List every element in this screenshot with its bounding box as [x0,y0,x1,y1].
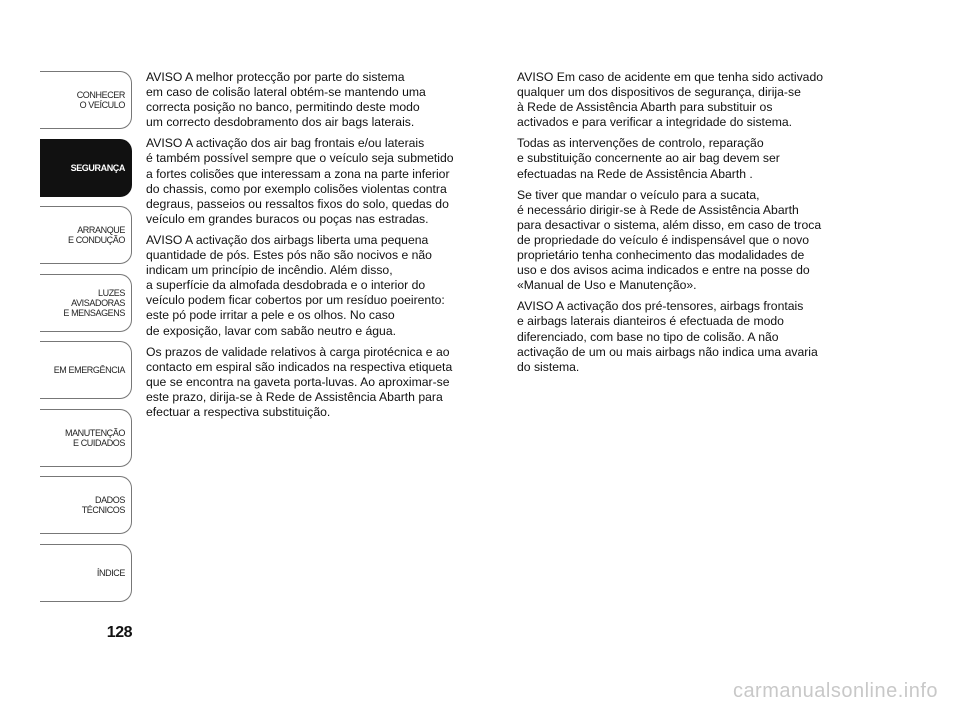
tab-arranque-e-conducao[interactable] [40,206,132,264]
tab-label: ARRANQUE E CONDUÇÃO [67,225,125,245]
tab-luzes-avisadoras[interactable] [40,274,132,332]
tab-label: LUZES AVISADORAS E MENSAGENS [63,287,125,318]
chapter-sidebar [40,71,132,611]
paragraph: Se tiver que mandar o veículo para a sucata, é necessário dirigir-se à Rede de Assistência Abarth para desactivar o sistema, além disso, em caso de troca de propriedade do veículo é indispensável que o novo proprietário tenha conhecimento das modalidades de uso e dos avisos acima indicados e entre na posse do «Manual de Uso e Manutenção». [517,187,822,293]
tab-dados-tecnicos[interactable] [40,476,132,534]
page-number: 128 [106,624,132,641]
paragraph: Todas as intervenções de controlo, reparação e substituição concernente ao air bag devem ser efectuadas na Rede de Assistência Abarth . [517,136,780,181]
tab-label: ÍNDICE [96,567,125,578]
tab-label: CONHECER O VEÍCULO [76,90,125,110]
tab-label: DADOS TÉCNICOS [81,495,125,515]
tab-em-emergencia[interactable] [40,341,132,399]
left-text-column [146,70,502,426]
paragraph: AVISO Em caso de acidente em que tenha sido activado qualquer um dos dispositivos de segurança, dirija-se à Rede de Assistência Abarth para substituir os activados e para verificar a integridade do sistema. [517,70,823,130]
paragraph: AVISO A activação dos pré-tensores, airbags frontais e airbags laterais dianteiros é efectuada de modo diferenciado, com base no tipo de colisão. A não activação de um ou mais airbags não indica uma avaria do sistema. [517,299,818,374]
tab-seguranca[interactable] [40,139,132,197]
paragraph: AVISO A activação dos airbags liberta uma pequena quantidade de pós. Estes pós não são nocivos e não indicam um princípio de incêndio. Além disso, a superfície da almofada desdobrada e o interior do veículo podem ficar cobertos por um resíduo poeirento: este pó pode irritar a pele e os olhos. No caso de exposição, lavar com sabão neutro e água. [146,232,445,338]
right-text-column [517,70,877,381]
paragraph: Os prazos de validade relativos à carga pirotécnica e ao contacto em espiral são indicados na respectiva etiqueta que se encontra na gaveta porta-luvas. Ao aproximar-se este prazo, dirija-se à Rede de Assistência Abarth para efectuar a respectiva substituição. [146,344,453,419]
watermark: carmanualsonline.info [732,680,938,702]
tab-manutencao-e-cuidados[interactable] [40,409,132,467]
tab-indice[interactable] [40,544,132,602]
tab-label: MANUTENÇÃO E CUIDADOS [64,427,125,448]
tab-label: EM EMERGÊNCIA [53,365,125,375]
tab-label: SEGURANÇA [70,162,125,173]
paragraph: AVISO A activação dos air bag frontais e/ou laterais é também possível sempre que o veículo seja submetido a fortes colisões que interessam a zona na parte inferior do chassis, como por exemplo colisões violentas contra degraus, passeios ou ressaltos fixos do solo, quedas do veículo em grandes buracos ou poças nas estradas. [146,136,454,226]
paragraph: AVISO A melhor protecção por parte do sistema em caso de colisão lateral obtém-se mantendo uma correcta posição no banco, permitindo deste modo um correcto desdobramento dos air bags laterais. [146,70,426,130]
tab-conhecer-o-veiculo[interactable] [40,71,132,129]
